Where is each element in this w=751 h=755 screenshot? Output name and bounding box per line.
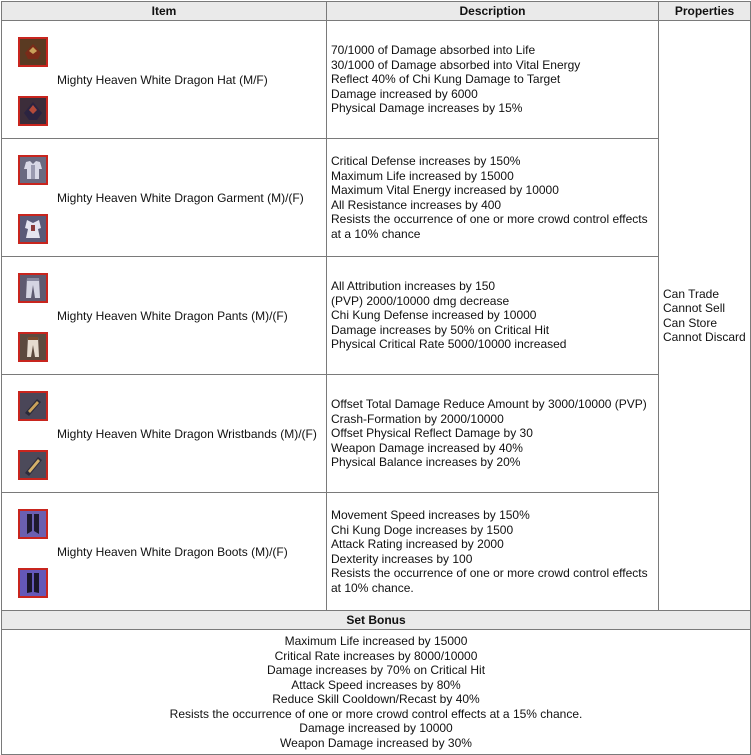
hat-male-icon — [18, 37, 48, 67]
item-name: Mighty Heaven White Dragon Garment (M)/(F) — [57, 190, 304, 205]
description-line: Critical Defense increases by 150% — [331, 154, 521, 168]
description-cell — [327, 375, 659, 493]
garment-female-icon — [18, 214, 48, 244]
description-line: All Attribution increases by 150 — [331, 279, 496, 294]
item-name: Mighty Heaven White Dragon Hat (M/F) — [57, 72, 268, 87]
table-row — [2, 257, 751, 375]
property-can-trade: Can Trade — [663, 286, 720, 301]
description-cell — [327, 493, 659, 611]
set-bonus-cell — [2, 630, 751, 755]
description-line: 70/1000 of Damage absorbed into Life — [331, 43, 536, 58]
description-line: Crash-Formation by 2000/10000 — [331, 411, 504, 426]
set-bonus-line: Reduce Skill Cooldown/Recast by 40% — [272, 692, 480, 706]
description-cell — [327, 21, 659, 139]
description-line: Damage increases by 50% on Critical Hit — [331, 322, 550, 337]
description-line: All Resistance increases by 400 — [331, 197, 502, 212]
item-cell — [2, 139, 327, 257]
description-line: 30/1000 of Damage absorbed into Vital Energy — [331, 57, 581, 72]
wristbands-male-icon — [18, 391, 48, 421]
set-bonus-title: Set Bonus — [2, 611, 751, 630]
garment-male-icon — [18, 155, 48, 185]
set-bonus-line: Attack Speed increases by 80% — [291, 677, 461, 692]
description-line: Chi Kung Defense increased by 10000 — [331, 308, 537, 323]
property-can-store: Can Store — [663, 315, 718, 330]
set-bonus-row — [2, 630, 751, 755]
table-header-row — [2, 2, 751, 21]
set-bonus-line: Resists the occurrence of one or more crowd control effects at a 15% chance. — [169, 706, 583, 721]
description-line: Resists the occurrence of one or more crowd control effects at 10% chance. — [331, 566, 648, 595]
hat-female-icon — [18, 96, 48, 126]
description-cell — [327, 257, 659, 375]
description-line: Chi Kung Doge increases by 1500 — [331, 522, 514, 537]
table-row — [2, 375, 751, 493]
description-line: Maximum Vital Energy increased by 10000 — [331, 183, 559, 197]
description-line: Maximum Life increased by 15000 — [331, 168, 514, 183]
item-name: Mighty Heaven White Dragon Boots (M)/(F) — [57, 544, 288, 559]
description-cell — [327, 139, 659, 257]
description-column-header: Description — [327, 2, 659, 21]
table-row — [2, 493, 751, 611]
properties-cell — [659, 21, 751, 611]
table-row — [2, 139, 751, 257]
description-line: Resists the occurrence of one or more crowd control effects at a 10% chance — [331, 212, 648, 241]
item-set-table — [1, 1, 751, 755]
set-bonus-line: Damage increased by 10000 — [299, 721, 453, 735]
set-bonus-line: Damage increases by 70% on Critical Hit — [266, 663, 486, 677]
description-line: Offset Total Damage Reduce Amount by 3000/10000 (PVP) — [331, 397, 647, 412]
description-line: Dexterity increases by 100 — [331, 551, 473, 566]
set-bonus-line: Maximum Life increased by 15000 — [284, 634, 468, 648]
boots-female-icon — [18, 568, 48, 598]
item-column-header: Item — [2, 2, 327, 21]
description-line: Offset Physical Reflect Damage by 30 — [331, 426, 533, 441]
wristbands-female-icon — [18, 450, 48, 480]
description-line: (PVP) 2000/10000 dmg decrease — [331, 293, 510, 308]
item-name: Mighty Heaven White Dragon Pants (M)/(F) — [57, 308, 288, 323]
description-line: Physical Balance increases by 20% — [331, 455, 521, 470]
item-cell — [2, 375, 327, 493]
pants-male-icon — [18, 273, 48, 303]
boots-male-icon — [18, 509, 48, 539]
set-bonus-line: Weapon Damage increased by 30% — [280, 735, 472, 750]
description-line: Physical Critical Rate 5000/10000 increased — [331, 337, 567, 352]
pants-female-icon — [18, 332, 48, 362]
description-line: Physical Damage increases by 15% — [331, 101, 523, 116]
set-bonus-line: Critical Rate increases by 8000/10000 — [274, 648, 478, 663]
description-line: Attack Rating increased by 2000 — [331, 537, 504, 551]
item-name: Mighty Heaven White Dragon Wristbands (M)/(F) — [57, 426, 317, 441]
property-cannot-sell: Cannot Sell — [663, 301, 726, 315]
properties-column-header: Properties — [659, 2, 751, 21]
item-cell — [2, 257, 327, 375]
table-row — [2, 21, 751, 139]
description-line: Reflect 40% of Chi Kung Damage to Target — [331, 72, 561, 87]
item-cell — [2, 21, 327, 139]
item-cell — [2, 493, 327, 611]
set-bonus-header-row — [2, 611, 751, 630]
description-line: Weapon Damage increased by 40% — [331, 440, 523, 455]
property-cannot-discard: Cannot Discard — [663, 330, 746, 344]
description-line: Damage increased by 6000 — [331, 86, 478, 101]
description-line: Movement Speed increases by 150% — [331, 508, 530, 522]
